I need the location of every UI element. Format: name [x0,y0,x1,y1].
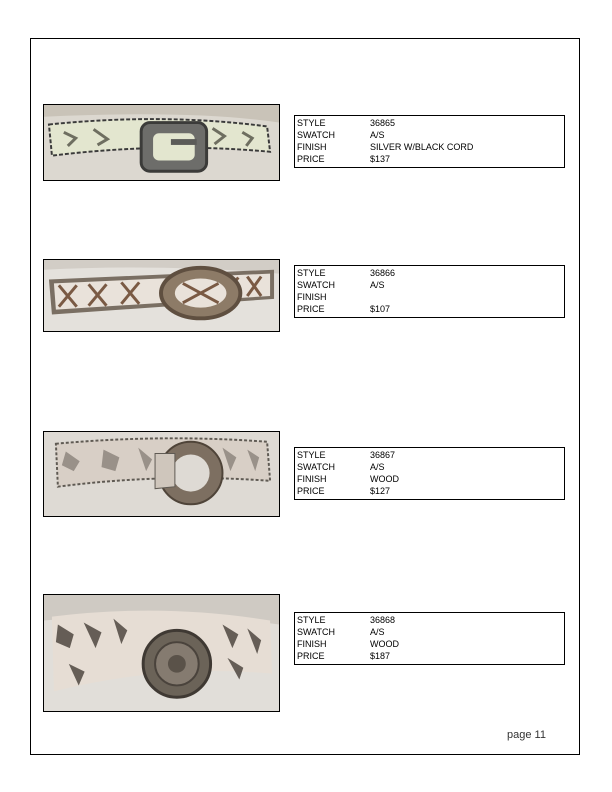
style-value: 36867 [370,450,396,460]
price-value: $137 [370,154,391,164]
style-row [297,449,564,461]
style-value: 36868 [370,615,396,625]
price-label: PRICE [297,304,325,314]
finish-value: WOOD [370,474,399,484]
product-spec-36867 [294,447,565,500]
finish-label: FINISH [297,292,327,302]
style-value: 36866 [370,268,396,278]
finish-label: FINISH [297,142,327,152]
style-label: STYLE [297,268,326,278]
style-label: STYLE [297,615,326,625]
price-row [297,650,564,662]
product-spec-36865 [294,115,565,168]
swatch-label: SWATCH [297,280,335,290]
belt-photo-36866 [43,259,280,332]
swatch-label: SWATCH [297,462,335,472]
style-row [297,117,564,129]
price-label: PRICE [297,154,325,164]
finish-value: WOOD [370,639,399,649]
swatch-row [297,626,564,638]
page-number: page 11 [507,729,546,741]
price-value: $127 [370,486,391,496]
swatch-value: A/S [370,280,385,290]
price-row [297,153,564,165]
product-spec-36866 [294,265,565,318]
style-row [297,267,564,279]
style-label: STYLE [297,118,326,128]
swatch-label: SWATCH [297,130,335,140]
style-label: STYLE [297,450,326,460]
finish-value [370,291,564,303]
finish-label: FINISH [297,639,327,649]
swatch-row [297,279,564,291]
price-label: PRICE [297,651,325,661]
finish-value: SILVER W/BLACK CORD [370,142,474,152]
swatch-row [297,461,564,473]
belt-photo-36865 [43,104,280,181]
price-value: $187 [370,651,391,661]
swatch-value: A/S [370,627,385,637]
belt-photo-36868 [43,594,280,712]
product-spec-36868 [294,612,565,665]
price-row [297,485,564,497]
belt-photo-36867 [43,431,280,517]
finish-row [297,291,564,303]
swatch-value: A/S [370,462,385,472]
swatch-row [297,129,564,141]
style-row [297,614,564,626]
price-value: $107 [370,304,391,314]
swatch-label: SWATCH [297,627,335,637]
price-row [297,303,564,315]
swatch-value: A/S [370,130,385,140]
style-value: 36865 [370,118,396,128]
finish-row [297,141,564,153]
finish-label: FINISH [297,474,327,484]
price-label: PRICE [297,486,325,496]
finish-row [297,638,564,650]
finish-row [297,473,564,485]
